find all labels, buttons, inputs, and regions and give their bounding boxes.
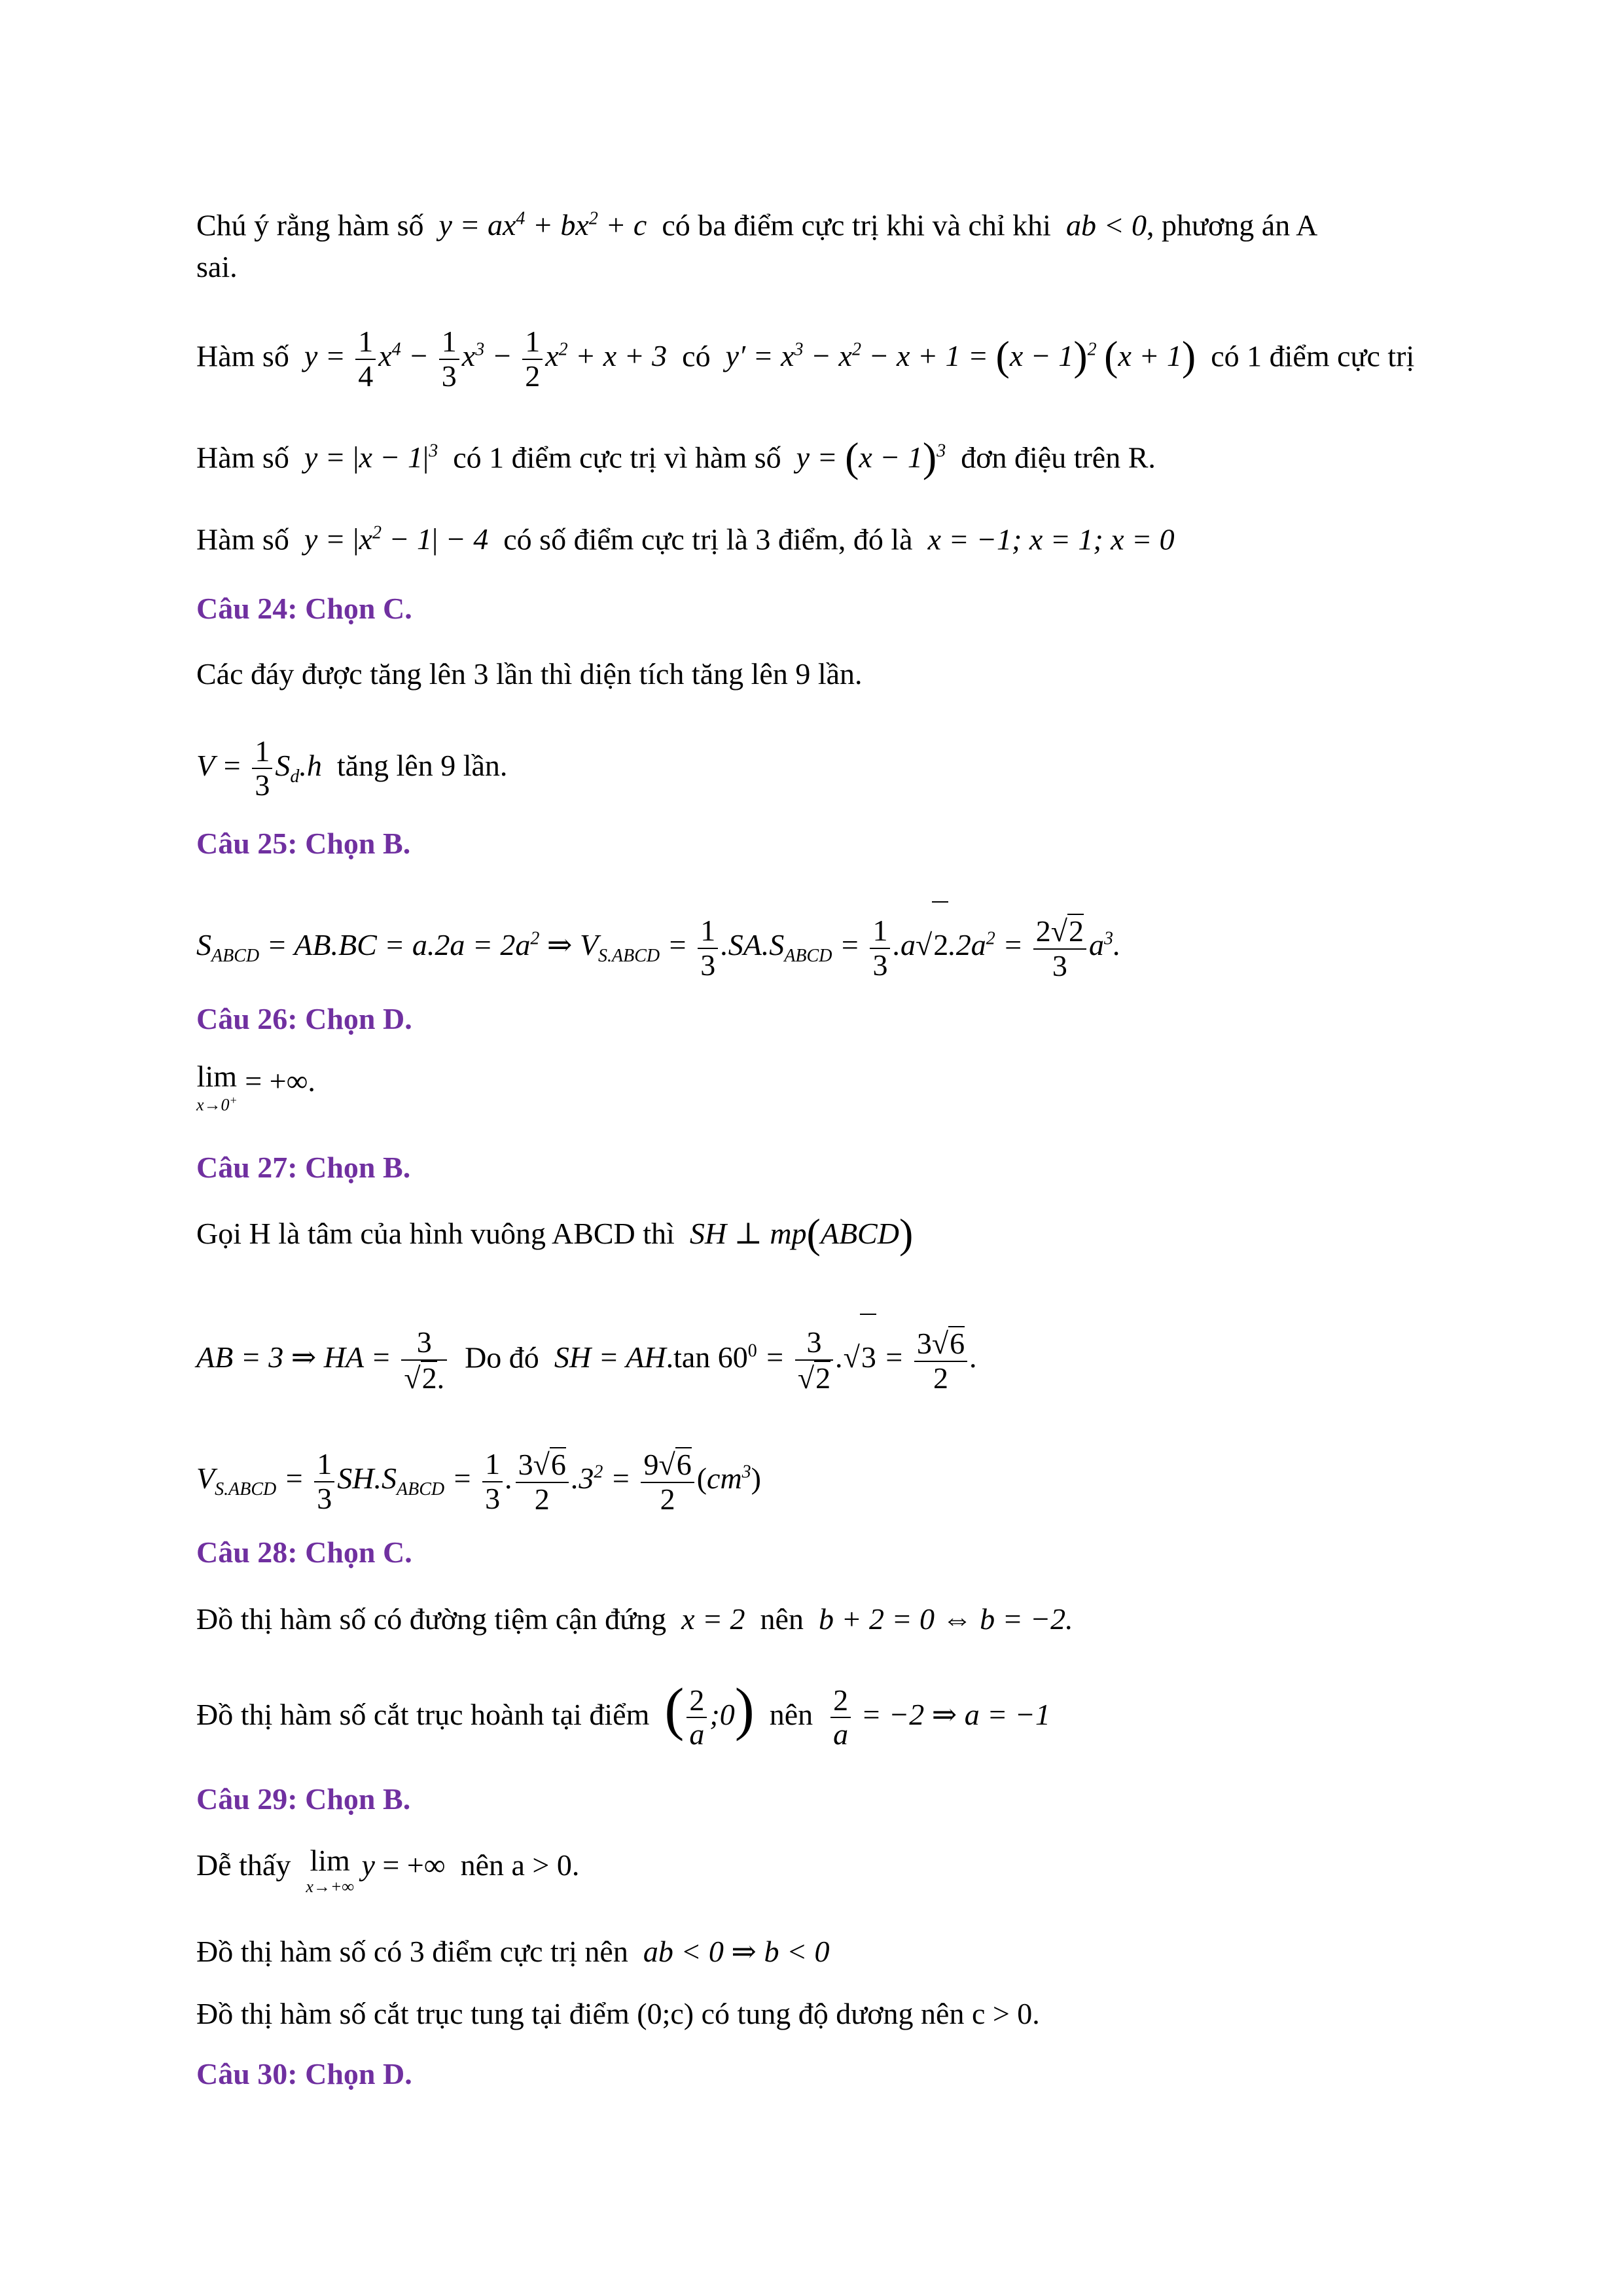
formula-ab-negative: ab < 0 [1058, 208, 1147, 242]
formula-abs-quadratic: $y = |x^2 - 1| - 4$ [296, 522, 496, 556]
text: Gọi H là tâm của hình vuông ABCD thì [196, 1217, 675, 1250]
text: Dễ thấy [196, 1848, 291, 1882]
heading-cau-29: Câu 29: Chọn B. [196, 1782, 411, 1816]
formula-pyramid-volume: $S_{ABCD} = AB.BC = a.2a = 2a^2$ ⇒ $V_{S.ABCD}$ = $\frac{1}{3}$ $.SA.S_{ABCD}$ = $\frac{1}{3}$ $.a√2.2a^2$ = $\frac{2√2}{3}$ $a^3$. [196, 928, 1121, 961]
text: Đồ thị hàm số có đường tiệm cận đứng [196, 1602, 667, 1636]
text: có 1 điểm cực trị [1211, 339, 1415, 373]
formula-roots: x = −1; x = 1; x = 0 [920, 522, 1175, 556]
paragraph-c24-2 [196, 726, 507, 816]
paragraph-c29-2 [196, 1932, 829, 1971]
formula-ha: AB = 3 ⇒ HA = $\frac{3}{√2.}$ [196, 1340, 457, 1374]
text: tăng lên 9 lần. [336, 749, 508, 782]
formula-ab-b: ab < 0 ⇒ b < 0 [635, 1935, 830, 1968]
text: có [682, 339, 711, 373]
text: nên a > 0. [460, 1848, 580, 1882]
text: Hàm số [196, 440, 289, 475]
paragraph-c26-formula [196, 1062, 315, 1114]
formula-a: $\frac{2}{a}$ = −2 ⇒ a = −1 [821, 1698, 1050, 1731]
formula-volume-result: $V_{S.ABCD}$ = $\frac{1}{3}$ $SH.S_{ABCD}$ = $\frac{1}{3}$ . $\frac{3√6}{2}$ $.3^2$ = $\frac{9√6}{2}$ $(cm^3)$ [196, 1447, 761, 1516]
heading-cau-26: Câu 26: Chọn D. [196, 1002, 412, 1035]
paragraph-ham-so-2 [196, 432, 1156, 481]
formula-perpendicular: SH ⊥ mp(ABCD) [682, 1210, 914, 1257]
heading-cau-27: Câu 27: Chọn B. [196, 1151, 411, 1184]
text: đơn điệu trên R. [961, 440, 1156, 475]
formula-volume: V = $\frac{1}{3}$ $S_d.h$ [196, 734, 330, 802]
text: Hàm số [196, 522, 289, 556]
formula-limit: lim x→0+ = +∞. [196, 1060, 315, 1115]
formula-sh: SH = AH.tan $60^0$ = $\frac{3}{√2}$ .√3 = $\frac{3√6}{2}$ . [546, 1340, 977, 1374]
paragraph-ham-so-1 [196, 311, 1414, 395]
text: Đồ thị hàm số có 3 điểm cực trị nên [196, 1935, 628, 1968]
heading-cau-24: Câu 24: Chọn C. [196, 592, 412, 625]
paragraph-c28-1 [196, 1600, 1073, 1639]
text: , phương án A [1147, 208, 1318, 242]
paragraph-c27-2 [196, 1309, 978, 1400]
text: nên [769, 1698, 813, 1731]
paragraph-c27-3 [196, 1430, 761, 1533]
text: có ba điểm cực trị khi và chỉ khi [662, 208, 1051, 242]
formula-abs-cubic: $y = |x - 1|^3$ [296, 440, 438, 475]
paragraph-c29-3: Đồ thị hàm số cắt trục tung tại điểm (0;c) có tung độ dương nên c > 0. [196, 1997, 1040, 2030]
formula-quartic: $y = ax^4 + bx^2 + c$ [431, 208, 654, 242]
heading-cau-30: Câu 30: Chọn D. [196, 2057, 412, 2090]
text: nên [760, 1602, 804, 1636]
formula-point: ( $\frac{2}{a}$ ;0) [664, 1677, 755, 1751]
formula-b: b + 2 = 0 ⇔ b = −2. [811, 1602, 1073, 1636]
text: Hàm số [196, 339, 289, 373]
text: có 1 điểm cực trị vì hàm số [453, 440, 781, 475]
paragraph-c27-1 [196, 1210, 914, 1257]
paragraph-c29-1 [196, 1846, 579, 1895]
formula-asymptote: x = 2 [673, 1602, 753, 1636]
heading-cau-25: Câu 25: Chọn B. [196, 827, 411, 860]
text: Đồ thị hàm số cắt trục hoành tại điểm [196, 1698, 650, 1731]
paragraph-c28-2 [196, 1672, 1050, 1757]
heading-cau-28: Câu 28: Chọn C. [196, 1535, 412, 1569]
formula-limit-inf: lim x→+∞ y = +∞ [306, 1844, 454, 1896]
formula-cubic: $y = (x - 1)^3$ [789, 434, 946, 481]
formula-derivative: $y' = x^3 - x^2 - x + 1 = (x - 1)^2$ (x + 1) [718, 332, 1196, 380]
text: Do đó [465, 1340, 539, 1374]
formula-polynomial: y = $\frac{1}{4}$ $x^4$ − $\frac{1}{3}$ $x^3$ − $\frac{1}{2}$ $x^2 + x + 3$ [296, 325, 675, 393]
paragraph-c25-formula [196, 897, 1121, 999]
paragraph-ham-so-3 [196, 514, 1175, 559]
text: Chú ý rằng hàm số [196, 208, 424, 242]
paragraph-continuation: sai. [196, 250, 238, 283]
paragraph-cuc-tri-condition [196, 200, 1317, 245]
paragraph-c24-1: Các đáy được tăng lên 3 lần thì diện tích tăng lên 9 lần. [196, 657, 863, 691]
text: có số điểm cực trị là 3 điểm, đó là [503, 522, 913, 556]
